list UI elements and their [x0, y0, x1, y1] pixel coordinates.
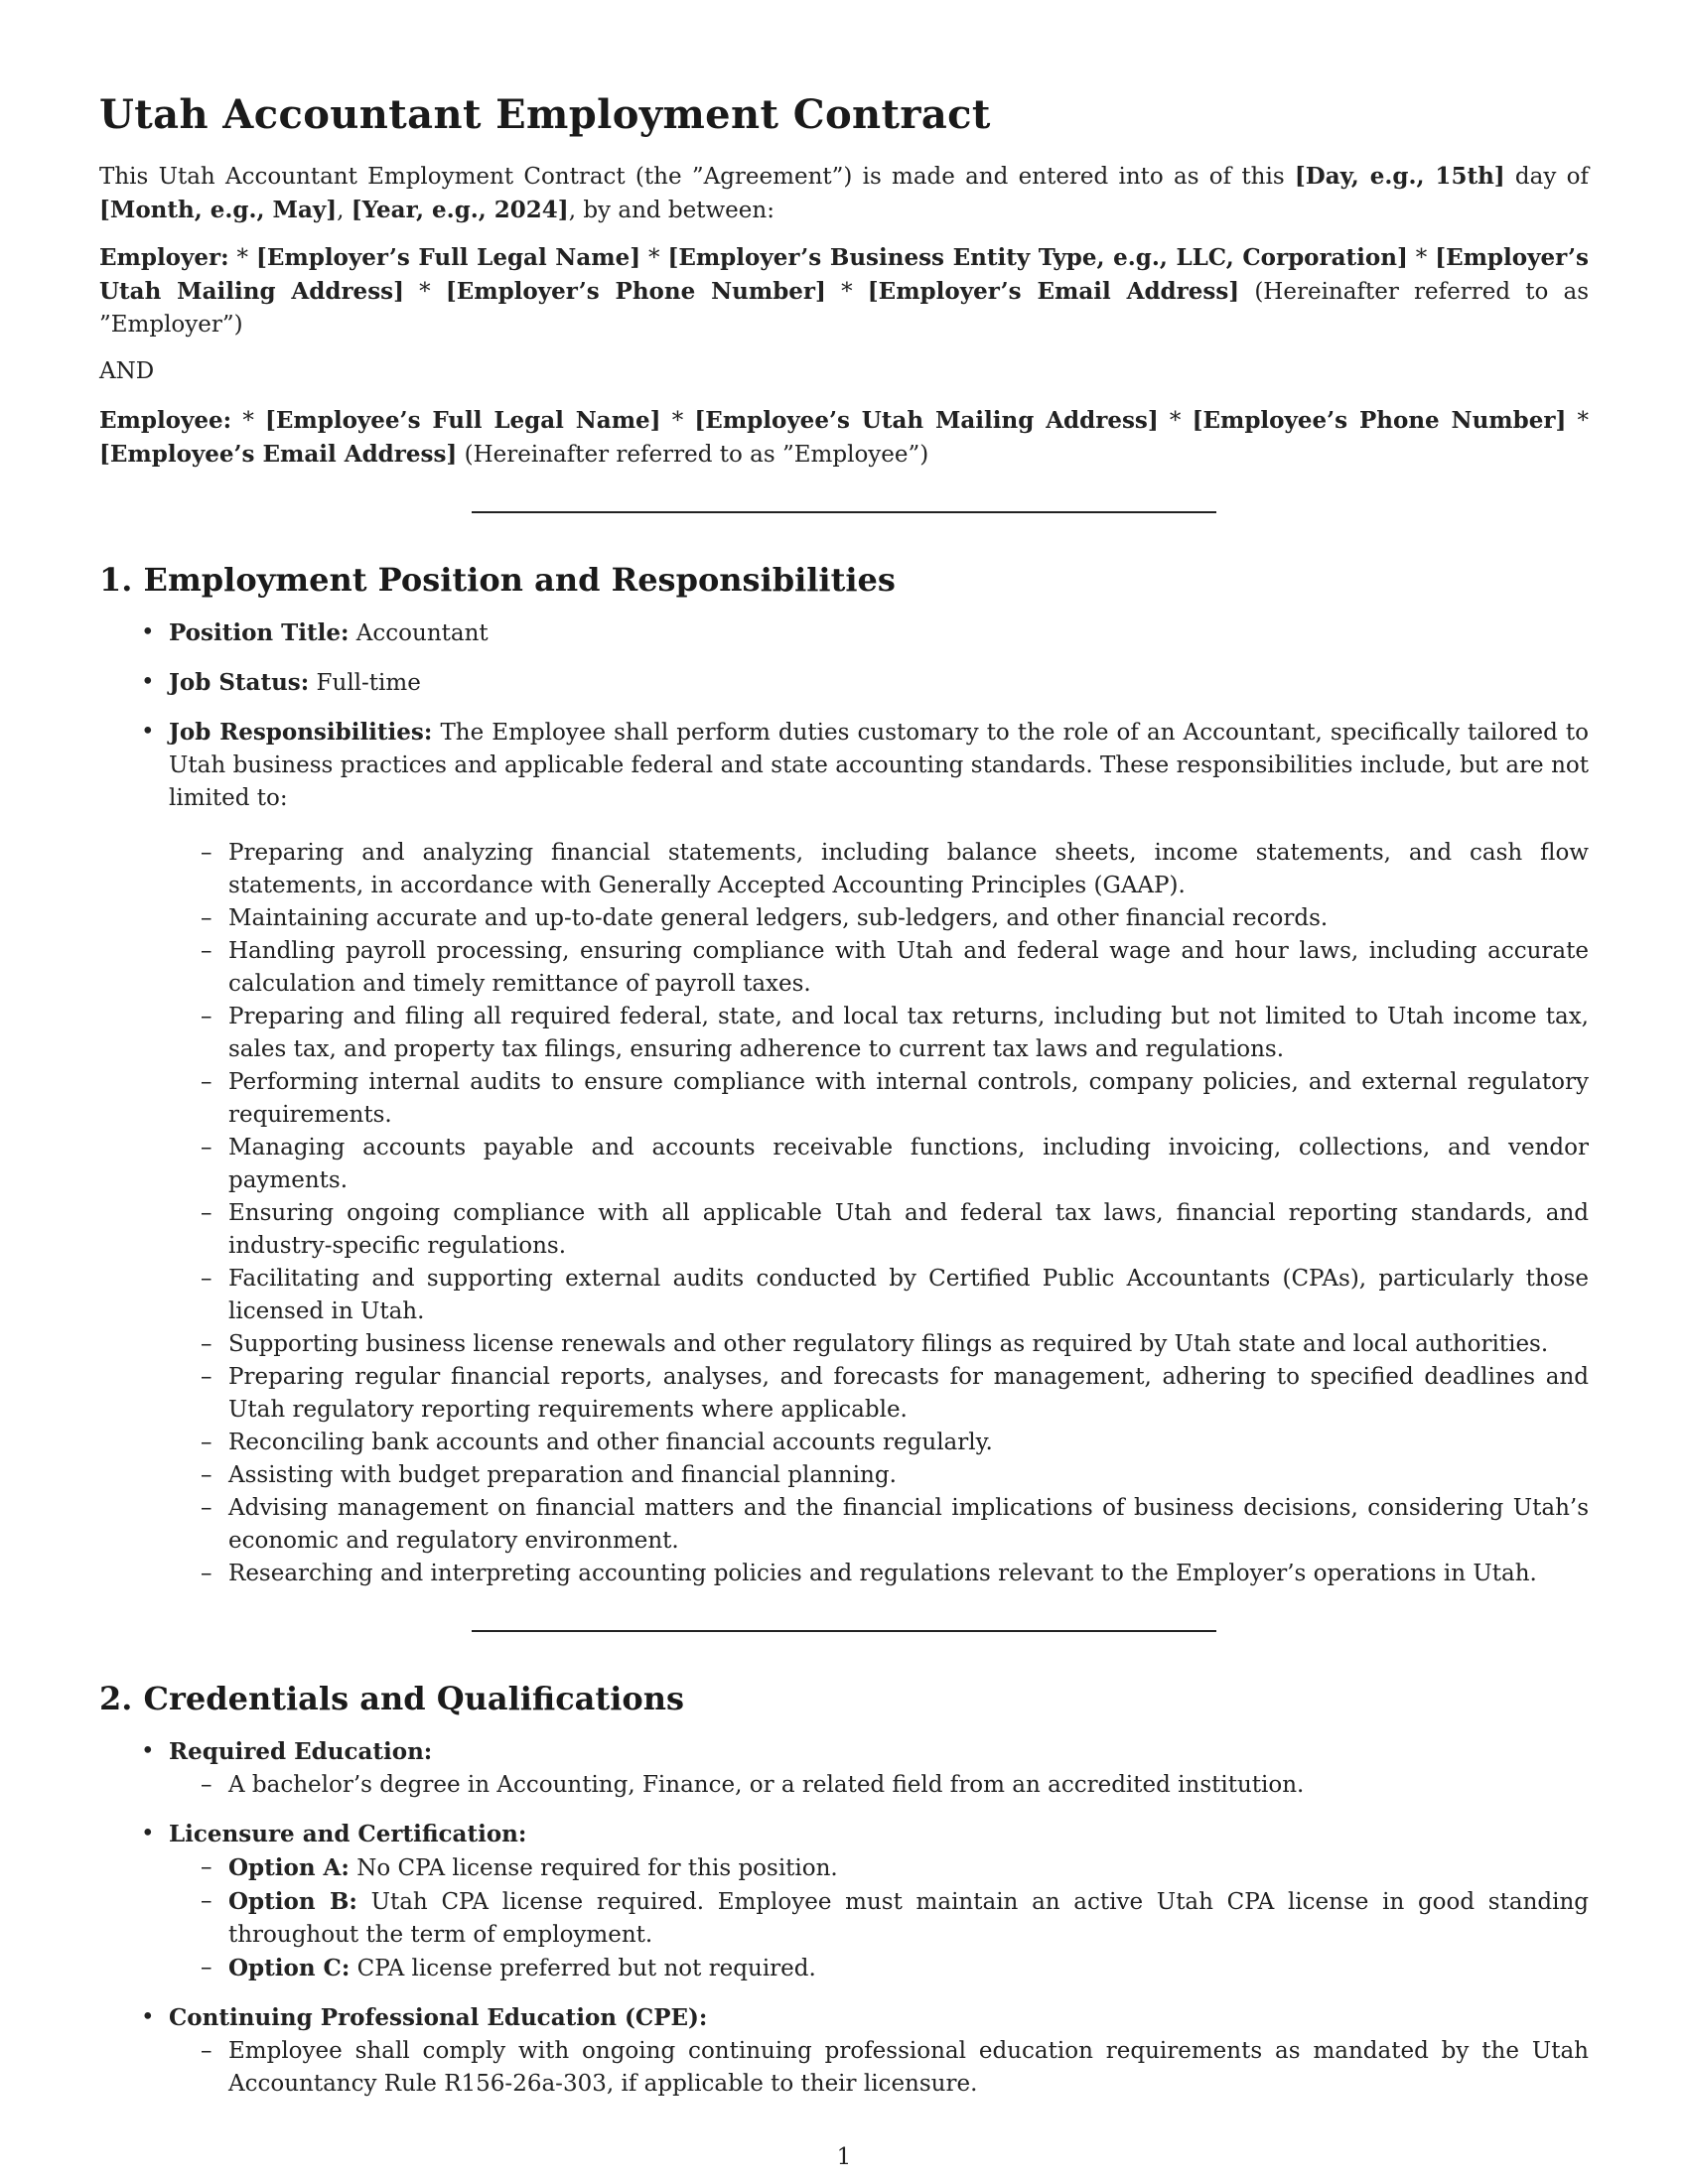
cpe-sublist — [169, 2035, 1589, 2101]
document-page — [99, 60, 1589, 2116]
employee-suffix: (Hereinafter referred to as ”Employee”) — [457, 442, 929, 468]
intro-text-3: , — [337, 198, 352, 223]
option-b-item — [228, 1885, 1589, 1952]
list-item: – Performing internal audits to ensure compliance with internal controls, company policies, and external regulatory requirements. — [228, 1066, 1589, 1132]
required-education-item — [169, 1735, 1589, 1802]
list-item: – Preparing and analyzing financial statements, including balance sheets, income statements, and cash flow statements, in accordance with Generally Accepted Accounting Principles (GAAP). — [228, 837, 1589, 902]
intro-month-placeholder: [Month, e.g., May] — [99, 197, 338, 223]
list-item: – Maintaining accurate and up-to-date general ledgers, sub-ledgers, and other financial records. — [228, 902, 1589, 935]
list-item: – Facilitating and supporting external audits conducted by Certified Public Accountants (CPAs), particularly those licensed in Utah. — [228, 1263, 1589, 1328]
cpe-label: Continuing Professional Education (CPE): — [169, 2004, 708, 2031]
option-c-text: CPA license preferred but not required. — [350, 1956, 816, 1981]
licensure-item — [169, 1818, 1589, 1985]
separator: * — [1407, 245, 1436, 271]
employee-phone-placeholder: [Employee’s Phone Number] — [1192, 407, 1567, 434]
separator: * — [231, 408, 266, 434]
document-title: Utah Accountant Employment Contract — [99, 91, 991, 138]
employer-name-placeholder: [Employer’s Full Legal Name] — [255, 244, 641, 271]
option-b-text: Utah CPA license required. Employee must maintain an active Utah CPA license in good standing throughout the term of employment. — [228, 1889, 1589, 1948]
employee-name-placeholder: [Employee’s Full Legal Name] — [265, 407, 661, 434]
employer-suffix: (Hereinafter referred to as ”Employer”) — [99, 279, 1590, 338]
separator: * — [1158, 408, 1193, 434]
separator: * — [403, 279, 446, 305]
horizontal-rule — [472, 1630, 1216, 1632]
employer-label: Employer: — [99, 244, 229, 271]
list-item: – Advising management on financial matters and the financial implications of business decisions, considering Utah’s economic and regulatory environment. — [228, 1492, 1589, 1558]
and-text: AND — [99, 358, 155, 384]
job-status-value: Full-time — [309, 670, 421, 696]
employee-email-placeholder: [Employee’s Email Address] — [99, 441, 458, 468]
list-item: – Assisting with budget preparation and financial planning. — [228, 1459, 1589, 1492]
list-item: – Reconciling bank accounts and other financial accounts regularly. — [228, 1427, 1589, 1459]
separator: * — [1566, 408, 1590, 434]
option-c-item — [228, 1952, 1589, 1985]
intro-text-4: , by and between: — [568, 198, 774, 223]
required-education-label: Required Education: — [169, 1738, 433, 1765]
job-responsibilities-label: Job Responsibilities: — [169, 719, 433, 746]
section-2-heading: 2. Credentials and Qualifications — [99, 1680, 684, 1717]
employee-label: Employee: — [99, 407, 232, 434]
section-1-heading: 1. Employment Position and Responsibilities — [99, 561, 896, 599]
intro-text-2: day of — [1504, 164, 1589, 190]
job-status-item — [169, 666, 1589, 700]
employer-phone-placeholder: [Employer’s Phone Number] — [445, 278, 826, 305]
section-2-list — [99, 1735, 1589, 2101]
option-a-label: Option A: — [228, 1854, 350, 1881]
separator: * — [660, 408, 695, 434]
list-item: – Supporting business license renewals and other regulatory filings as required by Utah state and local authorities. — [228, 1328, 1589, 1361]
list-item: – Preparing and filing all required federal, state, and local tax returns, including but not limited to Utah income tax, sales tax, and property tax filings, ensuring adherence to current tax laws and regulations. — [228, 1001, 1589, 1066]
licensure-sublist — [169, 1851, 1589, 1985]
list-item: – Preparing regular financial reports, analyses, and forecasts for management, adhering to specified deadlines and Utah regulatory reporting requirements where applicable. — [228, 1361, 1589, 1427]
option-a-item — [228, 1851, 1589, 1885]
option-b-label: Option B: — [228, 1888, 357, 1915]
intro-year-placeholder: [Year, e.g., 2024] — [351, 197, 569, 223]
cpe-item — [169, 2001, 1589, 2101]
employer-block — [99, 241, 1589, 341]
list-item: – Employee shall comply with ongoing continuing professional education requirements as mandated by the Utah Accountancy Rule R156-26a-303, if applicable to their licensure. — [228, 2035, 1589, 2101]
employer-email-placeholder: [Employer’s Email Address] — [867, 278, 1240, 305]
horizontal-rule — [472, 511, 1216, 513]
intro-text-1: This Utah Accountant Employment Contract (the ”Agreement”) is made and entered into as of this — [99, 164, 1295, 190]
duties-list — [169, 837, 1589, 1590]
section-1-list — [99, 616, 1589, 1590]
employer-address-placeholder: [Employer’s Utah Mailing Address] — [99, 244, 1590, 305]
list-item: – Researching and interpreting accounting policies and regulations relevant to the Employer’s operations in Utah. — [228, 1558, 1589, 1590]
list-item: – A bachelor’s degree in Accounting, Finance, or a related field from an accredited institution. — [228, 1769, 1589, 1802]
list-item: – Ensuring ongoing compliance with all applicable Utah and federal tax laws, financial reporting standards, and industry-specific regulations. — [228, 1197, 1589, 1263]
separator: * — [825, 279, 868, 305]
page-number: 1 — [836, 2144, 852, 2170]
job-responsibilities-text: The Employee shall perform duties customary to the role of an Accountant, specifically tailored to Utah business practices and applicable federal and state accounting standards. These responsibilities include, but are not limited to: — [169, 720, 1589, 811]
option-c-label: Option C: — [228, 1955, 351, 1981]
intro-paragraph — [99, 160, 1589, 227]
employee-address-placeholder: [Employee’s Utah Mailing Address] — [694, 407, 1159, 434]
job-responsibilities-item — [169, 716, 1589, 1590]
option-a-text: No CPA license required for this position. — [349, 1855, 838, 1881]
list-item: – Handling payroll processing, ensuring compliance with Utah and federal wage and hour laws, including accurate calculation and timely remittance of payroll taxes. — [228, 935, 1589, 1001]
separator: * — [228, 245, 256, 271]
intro-day-placeholder: [Day, e.g., 15th] — [1294, 163, 1505, 190]
position-title-label: Position Title: — [169, 619, 350, 646]
position-title-value: Accountant — [349, 620, 489, 646]
separator: * — [640, 245, 668, 271]
position-title-item — [169, 616, 1589, 650]
job-status-label: Job Status: — [169, 669, 310, 696]
education-sublist — [169, 1769, 1589, 1802]
licensure-label: Licensure and Certification: — [169, 1821, 527, 1847]
employee-block — [99, 404, 1589, 472]
employer-entity-placeholder: [Employer’s Business Entity Type, e.g., LLC, Corporation] — [667, 244, 1408, 271]
list-item: – Managing accounts payable and accounts receivable functions, including invoicing, collections, and vendor payments. — [228, 1132, 1589, 1197]
